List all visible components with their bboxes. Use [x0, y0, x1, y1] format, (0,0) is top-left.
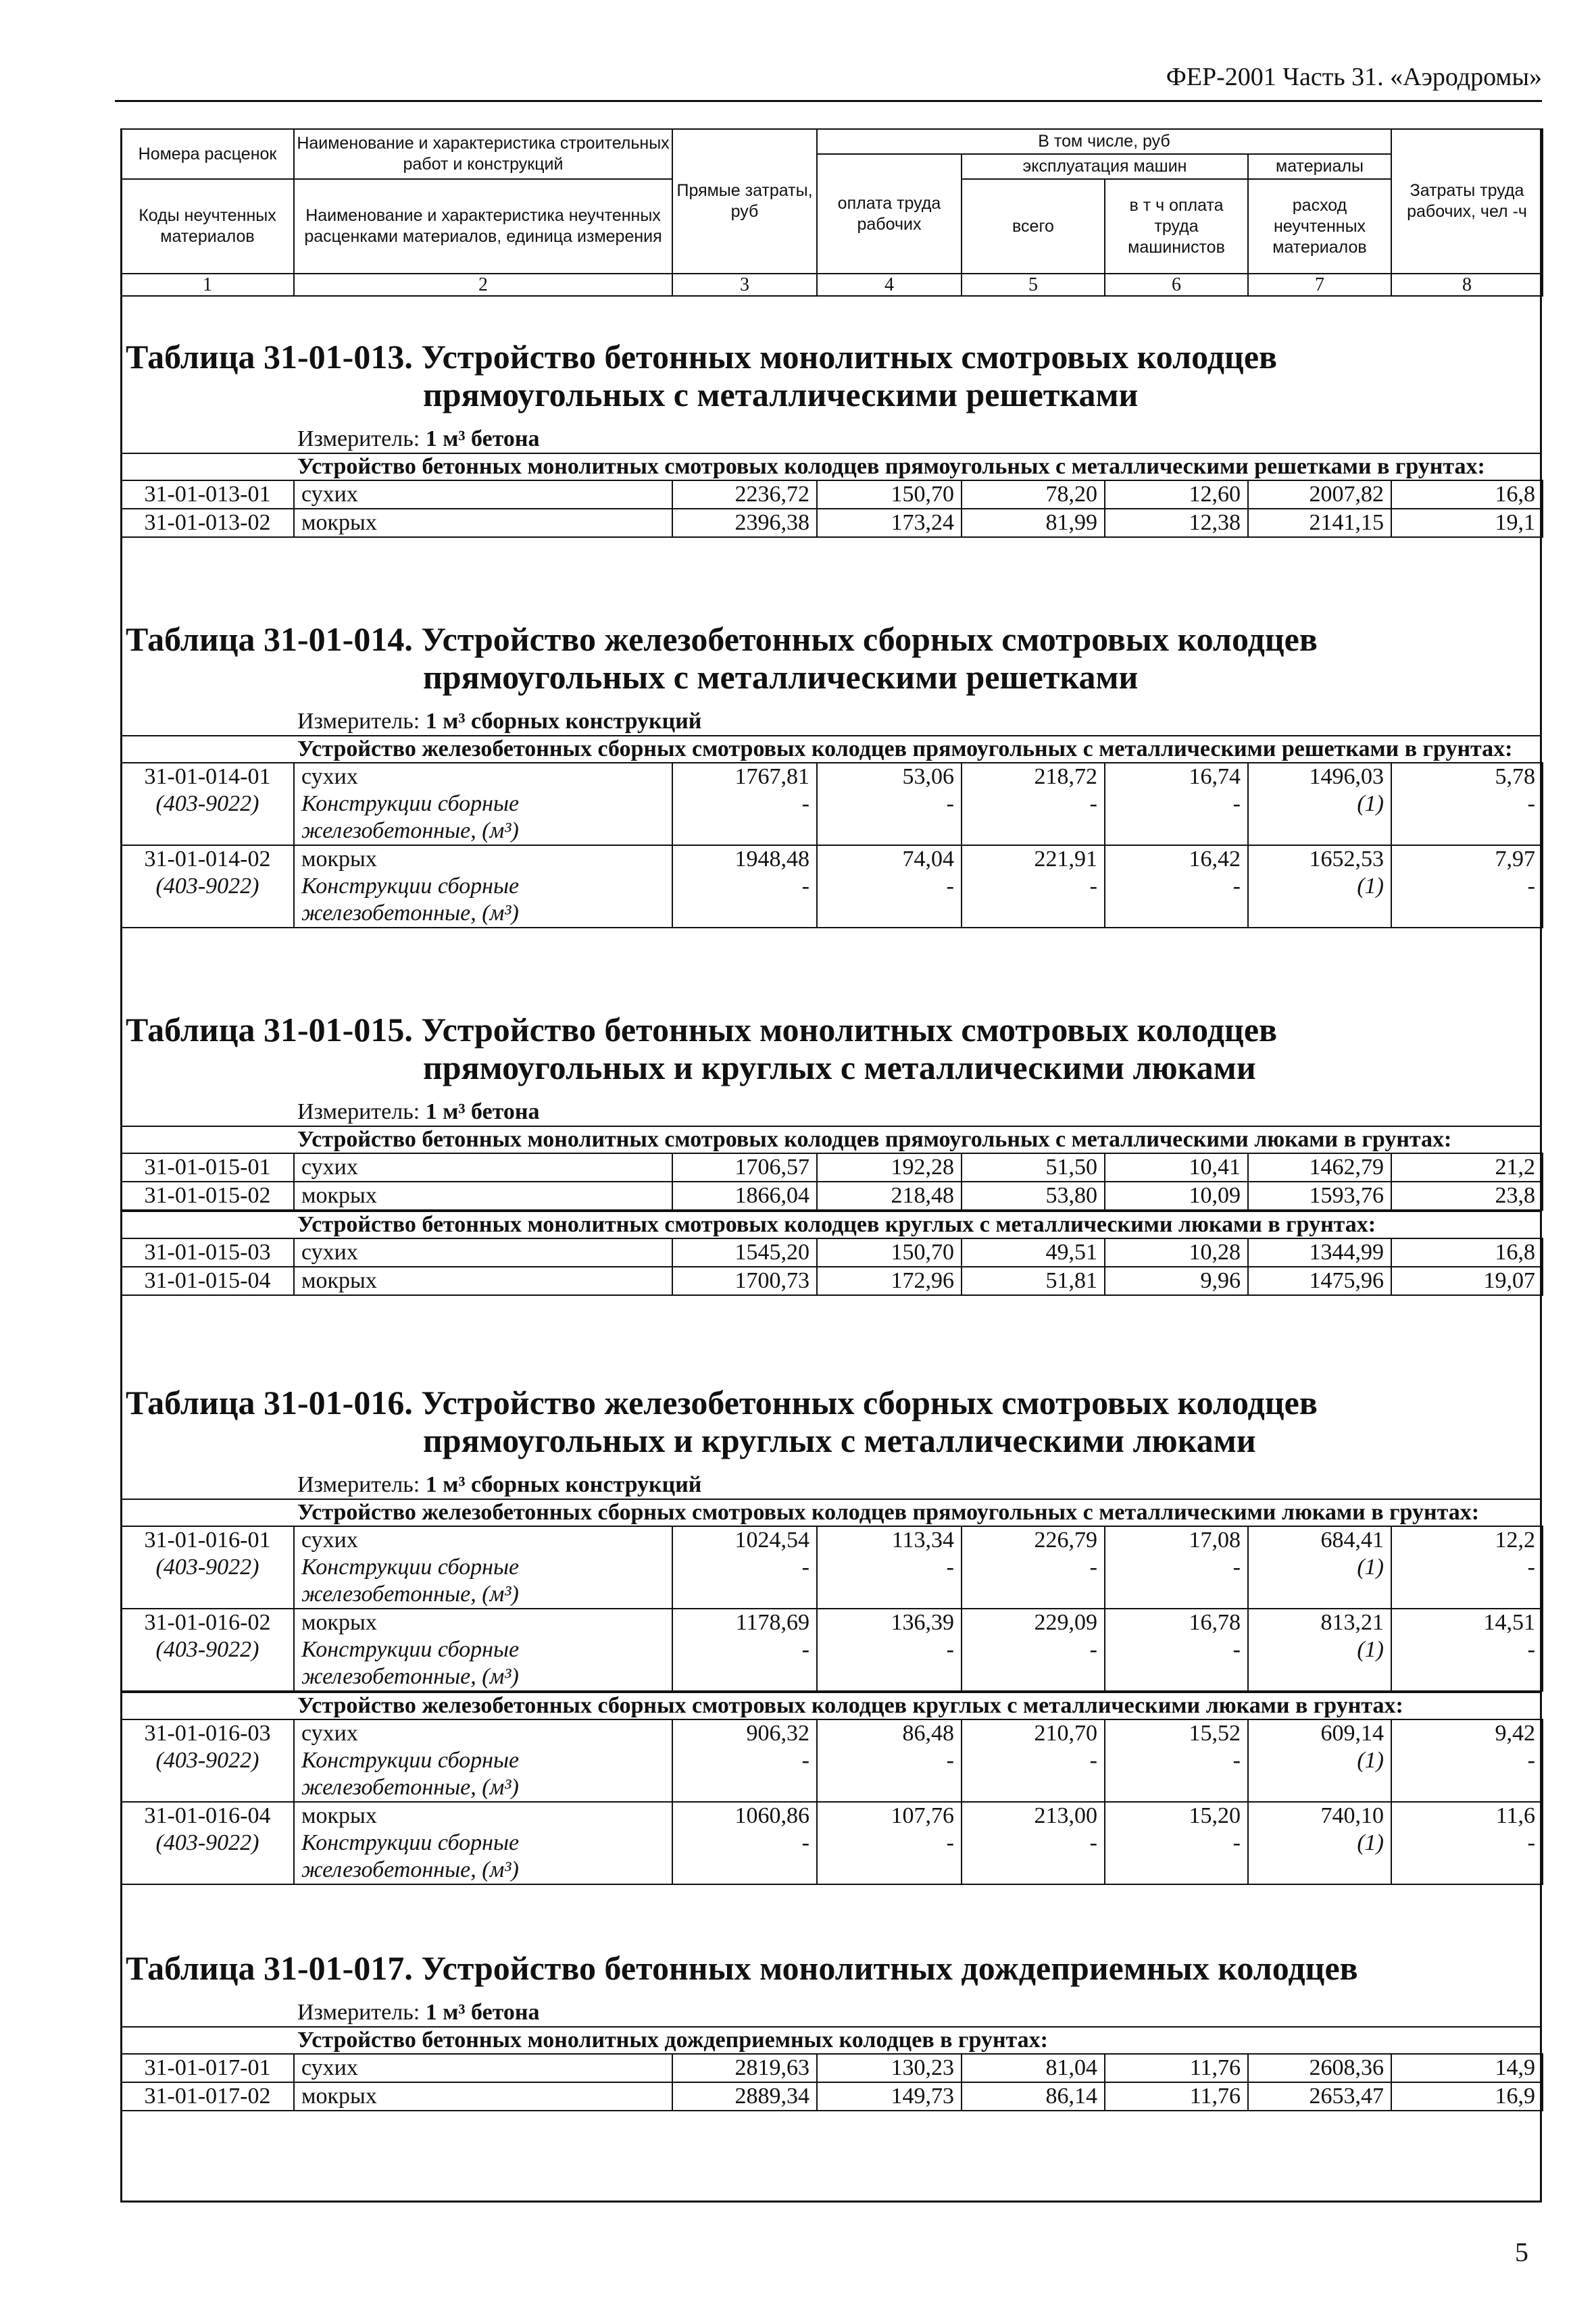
rate-value: 51,81	[962, 1267, 1105, 1295]
rate-value: 53,80	[962, 1182, 1105, 1210]
rate-name: сухих	[294, 1238, 672, 1267]
material-value: -	[1391, 1636, 1543, 1691]
rates-table	[120, 2053, 1543, 2111]
table-row	[121, 1238, 1543, 1267]
table-title: Таблица 31-01-017. Устройство бетонных монолитных дождеприемных колодцев	[126, 1949, 1358, 1987]
rate-value: 2653,47	[1248, 2082, 1391, 2111]
price-table-section	[120, 1949, 1542, 2111]
rate-value: 15,20	[1105, 1802, 1248, 1830]
rate-value: 813,21	[1248, 1609, 1391, 1636]
meter-line	[120, 708, 1542, 735]
rate-value: 172,96	[817, 1267, 962, 1295]
rate-code: 31-01-013-01	[121, 480, 294, 509]
rate-code: 31-01-015-02	[121, 1182, 294, 1210]
rate-value: 16,8	[1391, 1238, 1543, 1267]
rate-code: 31-01-016-04	[121, 1802, 294, 1830]
table-row	[121, 1802, 1543, 1830]
material-value: (1)	[1248, 790, 1391, 845]
rate-value: 19,1	[1391, 509, 1543, 537]
rate-code: 31-01-013-02	[121, 509, 294, 537]
meter-value: 1 м³ бетона	[425, 2000, 540, 2025]
rate-value: 1024,54	[672, 1526, 817, 1554]
hdr-num: 7	[1248, 274, 1391, 296]
rate-value: 150,70	[817, 1238, 962, 1267]
rate-value: 2141,15	[1248, 509, 1391, 537]
material-value: -	[672, 1554, 817, 1609]
rate-value: 78,20	[962, 480, 1105, 509]
rate-value: 684,41	[1248, 1526, 1391, 1554]
material-value: -	[1391, 1554, 1543, 1609]
meter-value: 1 м³ бетона	[425, 426, 540, 451]
rate-value: 107,76	[817, 1802, 962, 1830]
price-table-section	[120, 1011, 1542, 1296]
rate-value: 9,42	[1391, 1719, 1543, 1747]
material-value: -	[962, 1636, 1105, 1691]
material-value: -	[1391, 873, 1543, 928]
rate-code: 31-01-017-01	[121, 2054, 294, 2082]
table-row	[121, 480, 1543, 509]
rate-value: 9,96	[1105, 1267, 1248, 1295]
rate-code: 31-01-016-03	[121, 1719, 294, 1747]
material-code: (403-9022)	[121, 1830, 294, 1884]
hdr-num: 2	[294, 274, 672, 296]
rate-value: 229,09	[962, 1609, 1105, 1636]
material-value: -	[962, 1554, 1105, 1609]
table-row	[121, 763, 1543, 790]
rate-name: сухих	[294, 2054, 672, 2082]
hdr-materials-unaccounted: расход неучтенных материалов	[1248, 179, 1391, 274]
material-code: (403-9022)	[121, 873, 294, 928]
rate-name: мокрых	[294, 1609, 672, 1636]
price-table-section	[120, 1384, 1542, 1885]
rate-code: 31-01-014-01	[121, 763, 294, 790]
rate-value: 15,52	[1105, 1719, 1248, 1747]
rate-value: 11,6	[1391, 1802, 1543, 1830]
rate-value: 1706,57	[672, 1153, 817, 1182]
hdr-num: 5	[962, 274, 1105, 296]
hdr-num: 1	[121, 274, 294, 296]
column-header-table	[120, 128, 1543, 297]
material-value: -	[962, 1747, 1105, 1802]
rate-value: 1545,20	[672, 1238, 817, 1267]
material-value: -	[817, 873, 962, 928]
rates-table	[120, 480, 1543, 538]
rate-value: 86,48	[817, 1719, 962, 1747]
rate-code: 31-01-017-02	[121, 2082, 294, 2111]
rate-code: 31-01-014-02	[121, 845, 294, 873]
rate-name: сухих	[294, 763, 672, 790]
meter-line	[120, 1472, 1542, 1499]
material-value: -	[1105, 1747, 1248, 1802]
meter-label: Измеритель:	[297, 2000, 420, 2025]
material-name: Конструкции сборные железобетонные, (м³)	[294, 873, 672, 928]
rate-value: 136,39	[817, 1609, 962, 1636]
rate-code: 31-01-015-04	[121, 1267, 294, 1295]
rate-name: мокрых	[294, 509, 672, 537]
rate-value: 2608,36	[1248, 2054, 1391, 2082]
rate-value: 149,73	[817, 2082, 962, 2111]
rate-code: 31-01-016-02	[121, 1609, 294, 1636]
rate-value: 11,76	[1105, 2082, 1248, 2111]
material-value: -	[817, 1554, 962, 1609]
material-row	[121, 1747, 1543, 1802]
material-value: -	[962, 1830, 1105, 1884]
rate-value: 221,91	[962, 845, 1105, 873]
group-title: Устройство железобетонных сборных смотровых колодцев круглых с металлическими люками в грунтах:	[120, 1692, 1542, 1719]
meter-label: Измеритель:	[297, 709, 420, 734]
table-title: Таблица 31-01-013. Устройство бетонных монолитных смотровых колодцев прямоугольных с металлическими решетками	[126, 338, 1278, 413]
table-row	[121, 1182, 1543, 1210]
material-row	[121, 1830, 1543, 1884]
material-value: -	[1391, 1747, 1543, 1802]
rate-name: сухих	[294, 480, 672, 509]
meter-value: 1 м³ бетона	[425, 1099, 540, 1124]
rate-value: 1700,73	[672, 1267, 817, 1295]
material-value: -	[1105, 1554, 1248, 1609]
rate-code: 31-01-015-03	[121, 1238, 294, 1267]
material-value: (1)	[1248, 1636, 1391, 1691]
hdr-materials: материалы	[1248, 154, 1391, 179]
rate-value: 10,28	[1105, 1238, 1248, 1267]
rate-value: 1652,53	[1248, 845, 1391, 873]
material-value: (1)	[1248, 1554, 1391, 1609]
table-row	[121, 1609, 1543, 1636]
material-name: Конструкции сборные железобетонные, (м³)	[294, 1554, 672, 1609]
table-title: Таблица 31-01-016. Устройство железобетонных сборных смотровых колодцев прямоугольных и круглых с металлическими люками	[126, 1384, 1318, 1459]
rate-value: 1462,79	[1248, 1153, 1391, 1182]
rate-value: 74,04	[817, 845, 962, 873]
hdr-num: 3	[672, 274, 817, 296]
hdr-machines-total: всего	[962, 179, 1105, 274]
material-value: -	[817, 1747, 962, 1802]
rate-value: 226,79	[962, 1526, 1105, 1554]
material-row	[121, 790, 1543, 845]
rate-value: 16,74	[1105, 763, 1248, 790]
rate-value: 192,28	[817, 1153, 962, 1182]
material-value: -	[672, 873, 817, 928]
hdr-machines: эксплуатация машин	[962, 154, 1248, 179]
rate-value: 173,24	[817, 509, 962, 537]
rate-value: 14,51	[1391, 1609, 1543, 1636]
meter-value: 1 м³ сборных конструкций	[425, 709, 702, 734]
rate-value: 1475,96	[1248, 1267, 1391, 1295]
hdr-col2-bottom: Наименование и характеристика неучтенных расценками материалов, единица измерения	[294, 179, 672, 274]
hdr-incl: В том числе, руб	[817, 129, 1391, 154]
material-value: -	[672, 790, 817, 845]
rate-value: 21,2	[1391, 1153, 1543, 1182]
hdr-machines-pay: в т ч оплата труда машинистов	[1105, 179, 1248, 274]
table-row	[121, 1526, 1543, 1554]
header-rule	[115, 100, 1542, 102]
material-value: -	[962, 790, 1105, 845]
hdr-labor: Затраты труда рабочих, чел -ч	[1391, 129, 1543, 274]
rate-value: 81,99	[962, 509, 1105, 537]
meter-value: 1 м³ сборных конструкций	[425, 1472, 702, 1497]
rate-value: 7,97	[1391, 845, 1543, 873]
rate-value: 218,48	[817, 1182, 962, 1210]
material-value: -	[817, 1636, 962, 1691]
rate-value: 2889,34	[672, 2082, 817, 2111]
hdr-num: 4	[817, 274, 962, 296]
rate-value: 14,9	[1391, 2054, 1543, 2082]
rate-value: 16,42	[1105, 845, 1248, 873]
rate-value: 113,34	[817, 1526, 962, 1554]
rate-value: 86,14	[962, 2082, 1105, 2111]
material-code: (403-9022)	[121, 1636, 294, 1691]
material-code: (403-9022)	[121, 1554, 294, 1609]
rate-value: 150,70	[817, 480, 962, 509]
rate-code: 31-01-016-01	[121, 1526, 294, 1554]
rate-value: 130,23	[817, 2054, 962, 2082]
material-value: -	[817, 790, 962, 845]
rate-value: 2396,38	[672, 509, 817, 537]
material-name: Конструкции сборные железобетонные, (м³)	[294, 1636, 672, 1691]
rate-value: 51,50	[962, 1153, 1105, 1182]
group-title: Устройство железобетонных сборных смотровых колодцев прямоугольных с металлическими решетками в грунтах:	[120, 735, 1542, 762]
group-title: Устройство железобетонных сборных смотровых колодцев прямоугольных с металлическими люками в грунтах:	[120, 1499, 1542, 1526]
meter-label: Измеритель:	[297, 1472, 420, 1497]
material-value: -	[1391, 1830, 1543, 1884]
material-value: (1)	[1248, 873, 1391, 928]
material-name: Конструкции сборные железобетонные, (м³)	[294, 790, 672, 845]
hdr-col2-top: Наименование и характеристика строительных работ и конструкций	[294, 129, 672, 179]
rates-table	[120, 1238, 1543, 1296]
table-row	[121, 509, 1543, 537]
hdr-col1-top: Номера расценок	[121, 129, 294, 179]
material-value: -	[817, 1830, 962, 1884]
hdr-num: 8	[1391, 274, 1543, 296]
rate-value: 1593,76	[1248, 1182, 1391, 1210]
material-row	[121, 1636, 1543, 1691]
table-row	[121, 1153, 1543, 1182]
material-row	[121, 1554, 1543, 1609]
rate-name: сухих	[294, 1526, 672, 1554]
table-row	[121, 1719, 1543, 1747]
rate-value: 1060,86	[672, 1802, 817, 1830]
rate-name: мокрых	[294, 1267, 672, 1295]
rates-table	[120, 762, 1543, 928]
material-value: (1)	[1248, 1830, 1391, 1884]
meter-line	[120, 1999, 1542, 2026]
rate-value: 53,06	[817, 763, 962, 790]
table-title: Таблица 31-01-014. Устройство железобетонных сборных смотровых колодцев прямоугольных с металлическими решетками	[126, 620, 1318, 696]
material-value: -	[1105, 873, 1248, 928]
hdr-col1-bottom: Коды неучтенных материалов	[121, 179, 294, 274]
meter-label: Измеритель:	[297, 426, 420, 451]
material-value: -	[672, 1636, 817, 1691]
table-row	[121, 2054, 1543, 2082]
material-name: Конструкции сборные железобетонные, (м³)	[294, 1830, 672, 1884]
group-title: Устройство бетонных монолитных смотровых колодцев прямоугольных с металлическими решетками в грунтах:	[120, 453, 1542, 480]
material-value: -	[1105, 790, 1248, 845]
rate-code: 31-01-015-01	[121, 1153, 294, 1182]
material-code: (403-9022)	[121, 1747, 294, 1802]
meter-line	[120, 426, 1542, 453]
material-value: -	[1105, 1830, 1248, 1884]
rate-value: 210,70	[962, 1719, 1105, 1747]
rate-value: 49,51	[962, 1238, 1105, 1267]
meter-line	[120, 1099, 1542, 1126]
rate-value: 2007,82	[1248, 480, 1391, 509]
group-title: Устройство бетонных монолитных смотровых колодцев прямоугольных с металлическими люками в грунтах:	[120, 1126, 1542, 1153]
rate-value: 81,04	[962, 2054, 1105, 2082]
running-head: ФЕР-2001 Часть 31. «Аэродромы»	[1166, 63, 1542, 91]
meter-label: Измеритель:	[297, 1099, 420, 1124]
material-row	[121, 873, 1543, 928]
hdr-direct: Прямые затраты, руб	[672, 129, 817, 274]
rate-value: 23,8	[1391, 1182, 1543, 1210]
table-row	[121, 2082, 1543, 2111]
material-code: (403-9022)	[121, 790, 294, 845]
rate-value: 12,2	[1391, 1526, 1543, 1554]
table-row	[121, 845, 1543, 873]
rate-value: 1178,69	[672, 1609, 817, 1636]
page-number: 5	[1515, 2237, 1528, 2267]
material-value: -	[962, 873, 1105, 928]
rate-name: мокрых	[294, 2082, 672, 2111]
group-title: Устройство бетонных монолитных дождеприемных колодцев в грунтах:	[120, 2026, 1542, 2053]
material-value: (1)	[1248, 1747, 1391, 1802]
rates-table	[120, 1153, 1543, 1211]
rate-value: 5,78	[1391, 763, 1543, 790]
table-title: Таблица 31-01-015. Устройство бетонных монолитных смотровых колодцев прямоугольных и круглых с металлическими люками	[126, 1011, 1278, 1086]
material-value: -	[672, 1830, 817, 1884]
rate-name: сухих	[294, 1153, 672, 1182]
rate-value: 2236,72	[672, 480, 817, 509]
rate-value: 16,8	[1391, 480, 1543, 509]
rate-value: 218,72	[962, 763, 1105, 790]
rate-value: 10,09	[1105, 1182, 1248, 1210]
rate-value: 609,14	[1248, 1719, 1391, 1747]
rate-value: 906,32	[672, 1719, 817, 1747]
group-title: Устройство бетонных монолитных смотровых колодцев круглых с металлическими люками в грунтах:	[120, 1211, 1542, 1238]
hdr-labor-pay: оплата труда рабочих	[817, 154, 962, 274]
rates-table	[120, 1719, 1543, 1885]
price-table-section	[120, 338, 1542, 538]
rate-value: 1496,03	[1248, 763, 1391, 790]
rates-table	[120, 1526, 1543, 1692]
price-table-section	[120, 620, 1542, 928]
material-value: -	[1105, 1636, 1248, 1691]
rate-value: 740,10	[1248, 1802, 1391, 1830]
rate-value: 1866,04	[672, 1182, 817, 1210]
rate-value: 213,00	[962, 1802, 1105, 1830]
rate-name: мокрых	[294, 845, 672, 873]
rate-value: 16,78	[1105, 1609, 1248, 1636]
rate-name: сухих	[294, 1719, 672, 1747]
rate-value: 12,60	[1105, 480, 1248, 509]
rate-value: 2819,63	[672, 2054, 817, 2082]
material-name: Конструкции сборные железобетонные, (м³)	[294, 1747, 672, 1802]
hdr-num: 6	[1105, 274, 1248, 296]
rate-value: 1344,99	[1248, 1238, 1391, 1267]
rate-value: 1767,81	[672, 763, 817, 790]
rate-value: 17,08	[1105, 1526, 1248, 1554]
rate-value: 16,9	[1391, 2082, 1543, 2111]
rate-value: 10,41	[1105, 1153, 1248, 1182]
rate-value: 1948,48	[672, 845, 817, 873]
table-row	[121, 1267, 1543, 1295]
rate-value: 19,07	[1391, 1267, 1543, 1295]
rate-name: мокрых	[294, 1802, 672, 1830]
material-value: -	[672, 1747, 817, 1802]
rate-value: 11,76	[1105, 2054, 1248, 2082]
rate-name: мокрых	[294, 1182, 672, 1210]
material-value: -	[1391, 790, 1543, 845]
rate-value: 12,38	[1105, 509, 1248, 537]
